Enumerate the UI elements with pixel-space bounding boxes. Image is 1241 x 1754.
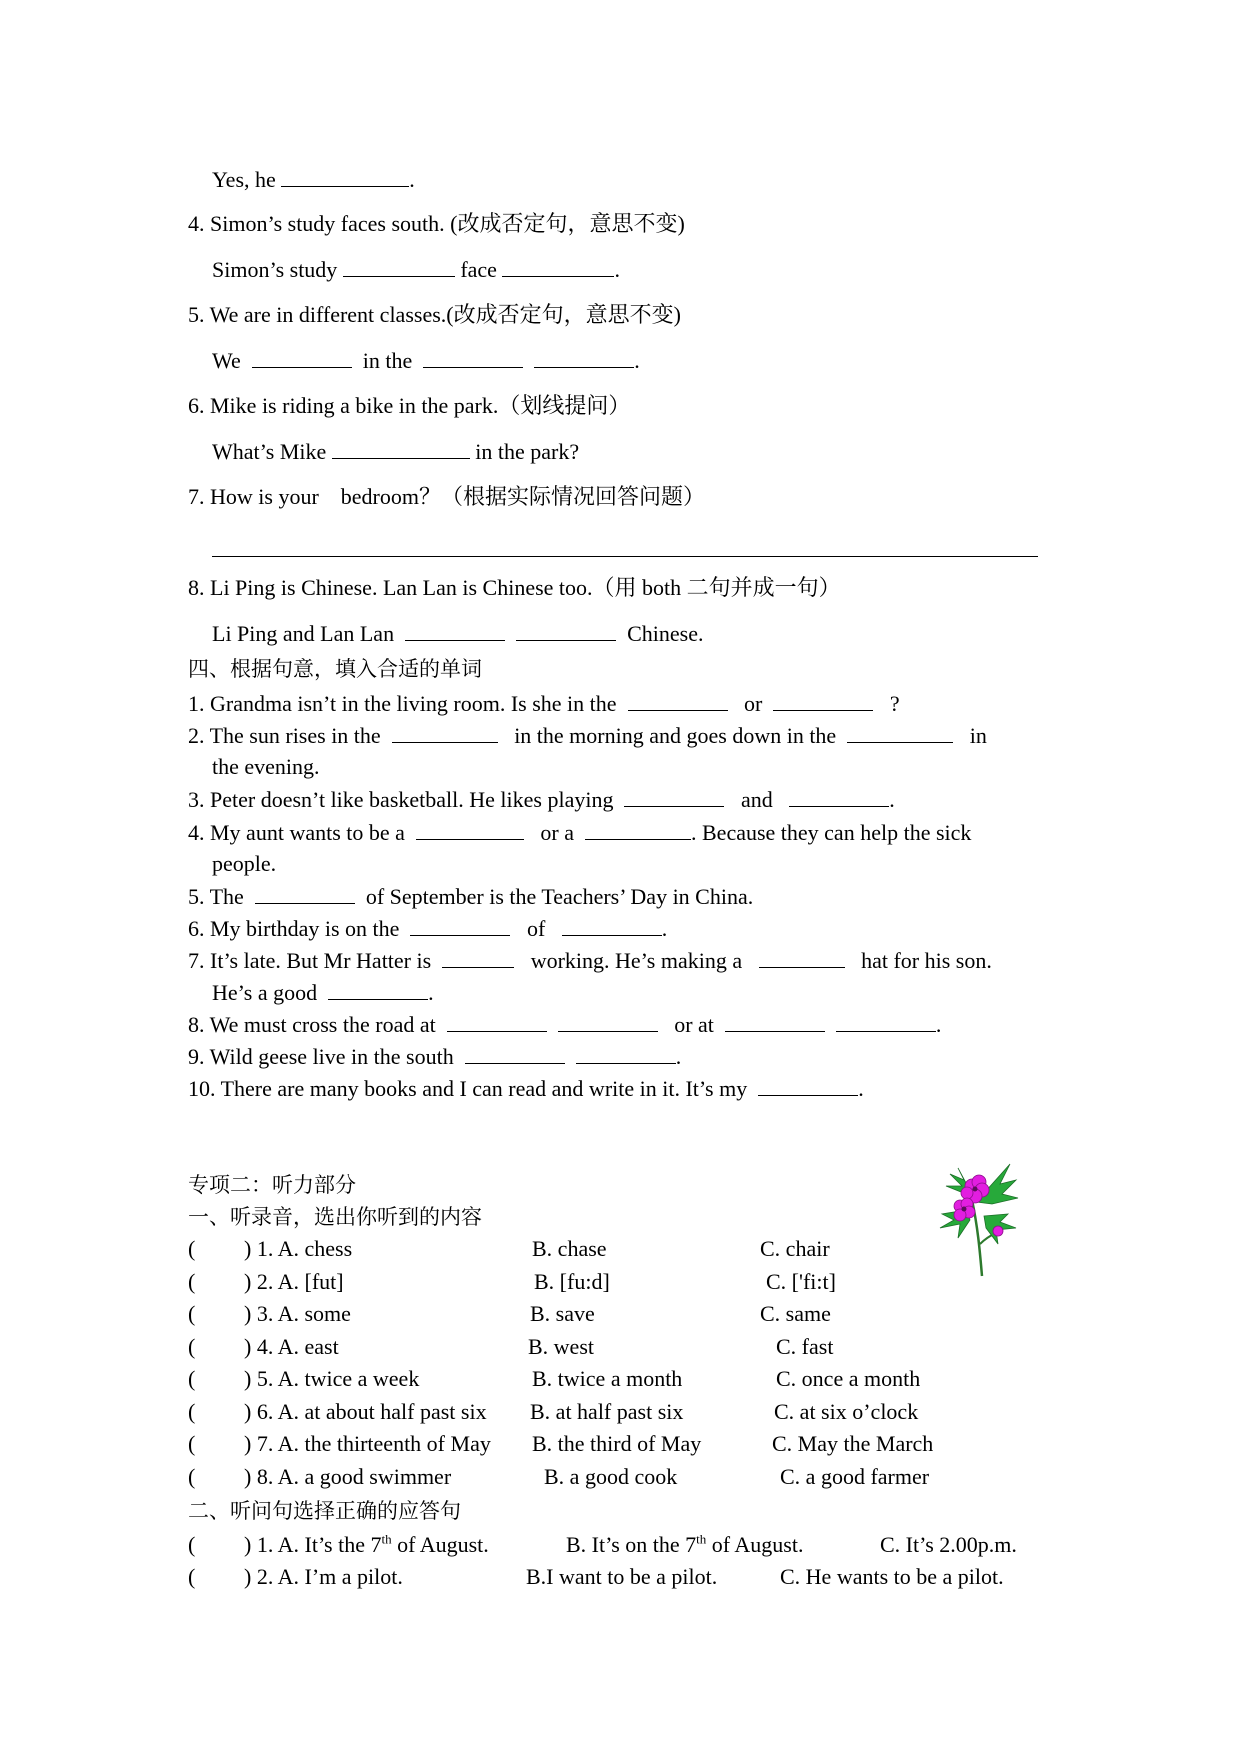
q5-question: 5. We are in different classes.(改成否定句，意思不变)	[188, 302, 681, 327]
item-6-option-b: B. at half past six	[530, 1398, 684, 1424]
p4-text: 8. We must cross the road at	[188, 1012, 436, 1037]
q4-answer-line: Simon’s study face .	[212, 257, 620, 282]
response-2-option-b: B.I want to be a pilot.	[526, 1564, 718, 1589]
p4-line-7	[188, 947, 992, 974]
item-2-option-b: B. [fu:d]	[534, 1268, 610, 1294]
p4-line-5	[188, 883, 753, 910]
p4-text: 1. Grandma isn’t in the living room. Is she in the	[188, 691, 617, 716]
response-1-paren[interactable]: (	[188, 1532, 196, 1557]
item-7-option-b: B. the third of May	[532, 1431, 702, 1456]
p4-text: 10. There are many books and I can read and write in it. It’s my	[188, 1076, 748, 1101]
p4-text: 4. My aunt wants to be a	[188, 820, 405, 845]
item-1-option-c: C. chair	[760, 1236, 830, 1261]
item-5-option-b: B. twice a month	[532, 1366, 683, 1391]
q3-answer-text: Yes, he	[212, 167, 276, 192]
p4-text: of	[526, 916, 546, 941]
q8-answer-line	[212, 620, 703, 647]
p4-line-6: 6. My birthday is on the of .	[188, 916, 668, 941]
answer-blank[interactable]	[255, 883, 355, 904]
p4-line-3: 3. Peter doesn’t like basketball. He likes playing and .	[188, 787, 895, 812]
answer-blank[interactable]	[562, 915, 662, 936]
q7-answer-rule[interactable]	[212, 556, 1038, 557]
p4-text: 2. The sun rises in the	[188, 723, 381, 748]
answer-blank[interactable]	[516, 620, 616, 641]
p4-line-4	[188, 819, 971, 846]
p4-text: . Because they can help the sick	[691, 820, 972, 845]
q8-answer-text-1: Li Ping and Lan Lan	[212, 621, 395, 646]
answer-blank[interactable]	[585, 819, 691, 840]
q6-answer-text-1: What’s Mike	[212, 439, 327, 464]
p4-text: ?	[889, 691, 900, 716]
response-2-option-a: ) 2. A. I’m a pilot.	[244, 1564, 403, 1589]
answer-blank[interactable]	[773, 690, 873, 711]
item-2-paren[interactable]: (	[188, 1268, 196, 1294]
answer-blank[interactable]	[759, 947, 845, 968]
answer-blank[interactable]	[836, 1011, 936, 1032]
q8-question: 8. Li Ping is Chinese. Lan Lan is Chinese too.（用 both 二句并成一句）	[188, 575, 841, 600]
item-6-option-c: C. at six o’clock	[774, 1398, 919, 1424]
item-5-option-c: C. once a month	[776, 1366, 921, 1391]
part4-heading: 四、根据句意，填入合适的单词	[188, 657, 482, 681]
item-8-option-a: ) 8. A. a good swimmer	[244, 1463, 452, 1489]
item-8-paren[interactable]: (	[188, 1463, 196, 1489]
q3-answer-line: Yes, he .	[212, 167, 415, 192]
p4-text: hat for his son.	[861, 948, 992, 973]
flower-icon	[936, 1158, 1020, 1278]
item-4-option-a: ) 4. A. east	[244, 1333, 339, 1359]
q4-question: 4. Simon’s study faces south. (改成否定句，意思不变)	[188, 211, 685, 236]
p4-line-4-cont: people.	[212, 851, 277, 876]
answer-blank[interactable]	[281, 166, 409, 187]
response-1-option-b: B. It’s on the 7th of August.	[566, 1531, 804, 1557]
q8-answer-text-2: Chinese.	[627, 621, 704, 646]
answer-blank[interactable]	[558, 1011, 658, 1032]
answer-blank[interactable]	[332, 438, 470, 459]
response-1-option-a: ) 1. A. It’s the 7th of August.	[244, 1531, 489, 1557]
p4-text: working. He’s making a	[530, 948, 743, 973]
p4-text: 5. The	[188, 884, 244, 909]
answer-blank[interactable]	[252, 347, 352, 368]
answer-blank[interactable]	[447, 1011, 547, 1032]
answer-blank[interactable]	[343, 256, 455, 277]
item-4-paren[interactable]: (	[188, 1333, 196, 1359]
item-5-option-a: ) 5. A. twice a week	[244, 1366, 420, 1391]
p4-line-9: 9. Wild geese live in the south .	[188, 1044, 682, 1069]
item-3-paren[interactable]: (	[188, 1301, 196, 1326]
p4-text: or at	[674, 1012, 714, 1037]
item-1-option-b: B. chase	[532, 1236, 607, 1261]
q4-answer-text-1: Simon’s study	[212, 257, 338, 282]
listening-section-2: 二、听问句选择正确的应答句	[188, 1499, 461, 1523]
answer-blank[interactable]	[392, 722, 498, 743]
listening-section-1: 一、听录音，选出你听到的内容	[188, 1205, 482, 1229]
p4-text: 6. My birthday is on the	[188, 916, 400, 941]
answer-blank[interactable]	[847, 722, 953, 743]
answer-blank[interactable]	[328, 979, 428, 1000]
item-8-option-c: C. a good farmer	[780, 1463, 930, 1489]
item-7-paren[interactable]: (	[188, 1431, 196, 1456]
p4-text: 9. Wild geese live in the south	[188, 1044, 454, 1069]
answer-blank[interactable]	[534, 347, 634, 368]
answer-blank[interactable]	[502, 256, 614, 277]
answer-blank[interactable]	[423, 347, 523, 368]
p4-text: or	[744, 691, 763, 716]
item-7-option-c: C. May the March	[772, 1431, 934, 1456]
p4-text: 3. Peter doesn’t like basketball. He likes playing	[188, 787, 614, 812]
p4-text: He’s a good	[212, 980, 318, 1005]
p4-line-2	[188, 722, 987, 749]
item-8-option-b: B. a good cook	[544, 1463, 678, 1489]
q6-question: 6. Mike is riding a bike in the park.（划线提问）	[188, 393, 631, 418]
q6-answer-line	[212, 438, 579, 465]
item-4-option-c: C. fast	[776, 1333, 834, 1359]
item-5-paren[interactable]: (	[188, 1366, 196, 1391]
response-2-paren[interactable]: (	[188, 1564, 196, 1589]
p4-text: of September is the Teachers’ Day in China.	[365, 884, 754, 909]
q6-answer-text-2: in the park?	[475, 439, 580, 464]
answer-blank[interactable]	[405, 620, 505, 641]
item-6-option-a: ) 6. A. at about half past six	[244, 1398, 487, 1424]
q5-answer-line: We in the .	[212, 348, 640, 373]
item-1-paren[interactable]: (	[188, 1236, 196, 1261]
p4-text: and	[740, 787, 773, 812]
p4-text: or a	[540, 820, 574, 845]
answer-blank[interactable]	[789, 786, 889, 807]
answer-blank[interactable]	[624, 786, 724, 807]
q5-answer-text-2: in the	[362, 348, 413, 373]
p4-line-2-cont: the evening.	[212, 754, 320, 779]
p4-line-10: 10. There are many books and I can read and write in it. It’s my .	[188, 1076, 864, 1101]
answer-blank[interactable]	[442, 947, 514, 968]
answer-blank[interactable]	[576, 1043, 676, 1064]
answer-blank[interactable]	[416, 819, 524, 840]
p4-text: in	[969, 723, 987, 748]
p4-line-1	[188, 690, 900, 717]
item-6-paren[interactable]: (	[188, 1398, 196, 1424]
answer-blank[interactable]	[465, 1043, 565, 1064]
response-1-option-c: C. It’s 2.00p.m.	[880, 1532, 1017, 1557]
q4-answer-text-2: face	[460, 257, 497, 282]
q7-question: 7. How is your bedroom？（根据实际情况回答问题）	[188, 484, 705, 509]
answer-blank[interactable]	[410, 915, 510, 936]
p4-line-8: 8. We must cross the road at or at .	[188, 1012, 942, 1037]
p4-line-7-cont: He’s a good .	[212, 980, 434, 1005]
listening-title: 专项二：听力部分	[188, 1173, 356, 1197]
item-7-option-a: ) 7. A. the thirteenth of May	[244, 1431, 491, 1456]
item-3-option-a: ) 3. A. some	[244, 1301, 351, 1326]
item-4-option-b: B. west	[528, 1333, 594, 1359]
p4-text: 7. It’s late. But Mr Hatter is	[188, 948, 432, 973]
q5-answer-text-1: We	[212, 348, 241, 373]
item-2-option-a: ) 2. A. [fut]	[244, 1268, 344, 1294]
answer-blank[interactable]	[725, 1011, 825, 1032]
item-3-option-b: B. save	[530, 1301, 595, 1326]
answer-blank[interactable]	[628, 690, 728, 711]
answer-blank[interactable]	[758, 1075, 858, 1096]
item-2-option-c: C. ['fi:t]	[766, 1268, 836, 1294]
p4-text: in the morning and goes down in the	[514, 723, 837, 748]
response-2-option-c: C. He wants to be a pilot.	[780, 1564, 1004, 1589]
item-3-option-c: C. same	[760, 1301, 831, 1326]
item-1-option-a: ) 1. A. chess	[244, 1236, 353, 1261]
